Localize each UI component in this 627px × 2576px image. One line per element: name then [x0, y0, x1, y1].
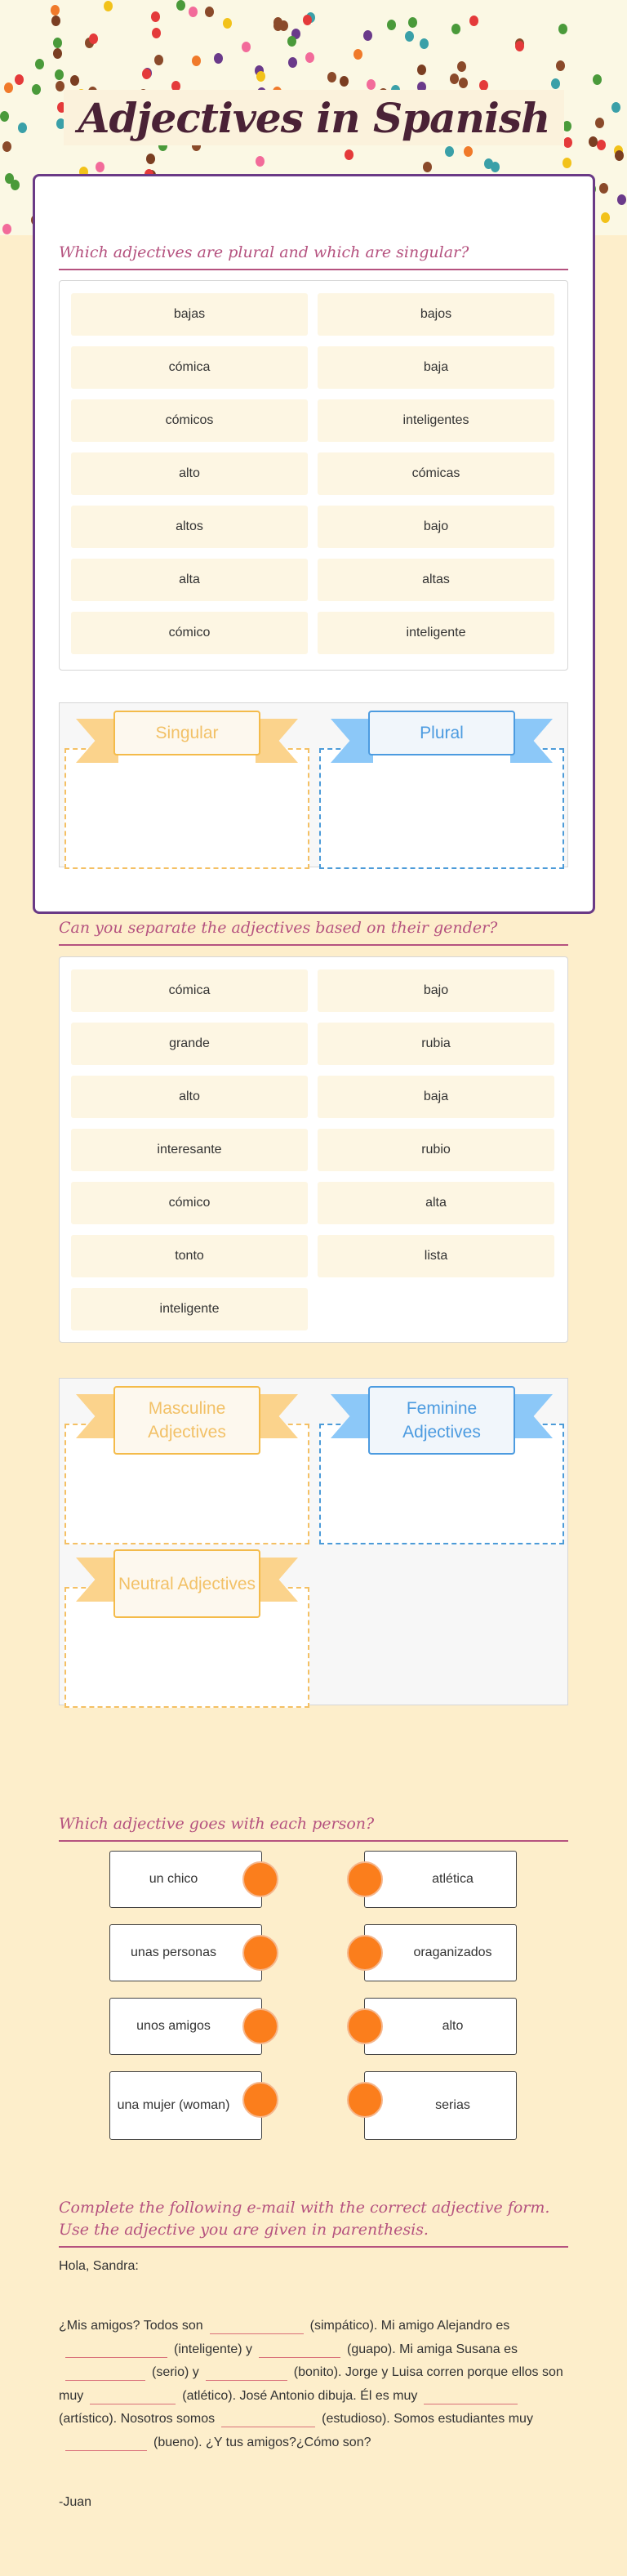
match-item-right[interactable]: serias	[364, 2071, 517, 2140]
confetti-dot	[469, 16, 478, 26]
confetti-dot	[96, 162, 104, 172]
word-chip[interactable]: cómica	[71, 346, 308, 389]
confetti-dot	[484, 158, 493, 169]
word-chip[interactable]: cómico	[71, 1182, 308, 1224]
answer-blank-input[interactable]	[65, 2343, 167, 2358]
match-item-left[interactable]: una mujer (woman)	[109, 2071, 262, 2140]
word-chip[interactable]: interesante	[71, 1129, 308, 1171]
drop-zone[interactable]	[64, 748, 309, 869]
confetti-dot	[367, 79, 376, 90]
answer-blank-input[interactable]	[90, 2390, 176, 2404]
connector-knob-left[interactable]	[242, 2008, 278, 2044]
confetti-dot	[154, 55, 163, 65]
confetti-dot	[617, 194, 626, 205]
confetti-dot	[256, 156, 265, 167]
sort-area-1	[59, 702, 568, 867]
confetti-dot	[146, 154, 155, 164]
section-heading-email: Complete the following e-mail with the correct adjective form. Use the adjective you are given in parenthesis.	[59, 2197, 568, 2248]
confetti-dot	[256, 71, 265, 82]
confetti-dot	[305, 52, 314, 63]
confetti-dot	[563, 137, 572, 148]
word-chip[interactable]: cómicos	[71, 399, 308, 442]
word-chip[interactable]: alto	[71, 452, 308, 495]
confetti-dot	[189, 7, 198, 17]
drop-zone[interactable]	[319, 748, 564, 869]
word-chip[interactable]: tonto	[71, 1235, 308, 1277]
email-text: (inteligente) y	[174, 2342, 253, 2356]
confetti-dot	[214, 53, 223, 64]
confetti-dot	[53, 48, 62, 59]
confetti-dot	[242, 42, 251, 52]
confetti-dot	[354, 49, 362, 60]
word-chip[interactable]: inteligentes	[318, 399, 554, 442]
word-chip[interactable]: altos	[71, 506, 308, 548]
answer-blank-input[interactable]	[210, 2320, 304, 2334]
ribbon-tail-left	[76, 719, 118, 763]
category-label: Neutral Adjectives	[113, 1549, 260, 1618]
connector-knob-right[interactable]	[347, 1935, 383, 1971]
section-heading-matching: Which adjective goes with each person?	[59, 1813, 568, 1842]
connector-knob-left[interactable]	[242, 1935, 278, 1971]
email-text: (artístico). Nosotros somos	[59, 2412, 216, 2427]
word-chip[interactable]: cómico	[71, 612, 308, 654]
confetti-dot	[32, 84, 41, 95]
word-chip[interactable]: bajas	[71, 293, 308, 336]
confetti-dot	[387, 20, 396, 30]
word-chip[interactable]: bajo	[318, 969, 554, 1012]
confetti-dot	[451, 24, 460, 34]
confetti-dot	[51, 5, 60, 16]
answer-blank-input[interactable]	[424, 2390, 518, 2404]
confetti-dot	[558, 24, 567, 34]
confetti-dot	[18, 123, 27, 133]
confetti-dot	[11, 180, 20, 190]
email-body	[59, 2315, 568, 2455]
match-item-left[interactable]: unas personas	[109, 1924, 262, 1981]
ribbon-tail-left	[331, 1394, 373, 1438]
confetti-dot	[611, 102, 620, 113]
ribbon-tail-right	[256, 1394, 298, 1438]
confetti-dot	[563, 158, 571, 168]
word-chip[interactable]: bajos	[318, 293, 554, 336]
word-chip[interactable]: rubia	[318, 1023, 554, 1065]
email-text: (guapo). Mi amiga Susana es	[347, 2342, 518, 2356]
confetti-dot	[2, 224, 11, 234]
confetti-dot	[142, 69, 151, 79]
confetti-dot	[104, 1, 113, 11]
confetti-dot	[599, 183, 608, 194]
word-chip[interactable]: bajo	[318, 506, 554, 548]
match-item-right[interactable]: alto	[364, 1998, 517, 2055]
match-item-right[interactable]: atlética	[364, 1851, 517, 1908]
answer-blank-input[interactable]	[65, 2436, 147, 2451]
confetti-dot	[327, 72, 336, 82]
word-chip[interactable]: alto	[71, 1076, 308, 1118]
confetti-dot	[593, 74, 602, 85]
answer-blank-input[interactable]	[206, 2366, 287, 2381]
email-text: ¿Mis amigos? Todos son	[59, 2319, 203, 2333]
email-greeting: Hola, Sandra:	[59, 2259, 139, 2273]
confetti-dot	[595, 118, 604, 128]
confetti-dot	[89, 33, 98, 44]
confetti-dot	[205, 7, 214, 17]
confetti-dot	[405, 31, 414, 42]
confetti-dot	[589, 136, 598, 147]
confetti-dot	[363, 30, 372, 41]
confetti-dot	[551, 78, 560, 89]
sort-area-2	[59, 1378, 568, 1705]
connector-knob-right[interactable]	[347, 2082, 383, 2118]
word-chip[interactable]: baja	[318, 346, 554, 389]
confetti-dot	[273, 17, 282, 28]
category-label: Feminine Adjectives	[368, 1386, 515, 1455]
confetti-dot	[151, 11, 160, 22]
word-chip[interactable]: cómica	[71, 969, 308, 1012]
confetti-dot	[51, 16, 60, 26]
word-bank-1	[59, 280, 568, 671]
confetti-dot	[420, 38, 429, 49]
confetti-dot	[417, 65, 426, 75]
ribbon-tail-left	[331, 719, 373, 763]
email-text: (estudioso). Somos estudiantes muy	[322, 2412, 533, 2427]
match-item-left[interactable]: unos amigos	[109, 1998, 262, 2055]
confetti-dot	[55, 69, 64, 80]
title-banner	[64, 90, 564, 145]
confetti-dot	[287, 36, 296, 47]
confetti-dot	[0, 111, 9, 122]
section-heading-gender: Can you separate the adjectives based on their gender?	[59, 917, 568, 946]
confetti-dot	[450, 74, 459, 84]
confetti-dot	[2, 141, 11, 152]
ribbon-tail-left	[76, 1394, 118, 1438]
confetti-dot	[423, 162, 432, 172]
confetti-dot	[192, 56, 201, 66]
confetti-dot	[35, 59, 44, 69]
confetti-dot	[615, 150, 624, 161]
ribbon-tail-right	[510, 719, 553, 763]
confetti-dot	[70, 75, 79, 86]
email-text: (serio) y	[152, 2365, 199, 2380]
confetti-dot	[515, 41, 524, 51]
word-chip[interactable]: rubio	[318, 1129, 554, 1171]
confetti-dot	[176, 0, 185, 11]
confetti-dot	[457, 61, 466, 72]
word-chip[interactable]: baja	[318, 1076, 554, 1118]
answer-blank-input[interactable]	[221, 2413, 315, 2427]
email-text: (atlético). José Antonio dibuja. Él es muy	[182, 2388, 418, 2403]
section-heading-plural-singular: Which adjectives are plural and which are singular?	[59, 242, 568, 270]
match-item-right[interactable]: oraganizados	[364, 1924, 517, 1981]
confetti-dot	[223, 18, 232, 29]
confetti-dot	[597, 140, 606, 150]
confetti-dot	[53, 38, 62, 48]
category-label: Masculine Adjectives	[113, 1386, 260, 1455]
match-item-left[interactable]: un chico	[109, 1851, 262, 1908]
ribbon-tail-right	[256, 719, 298, 763]
email-text: (bonito). Jorge y Luisa corren porque ellos son muy	[59, 2365, 563, 2403]
confetti-dot	[464, 146, 473, 157]
confetti-dot	[340, 76, 349, 87]
word-chip[interactable]: alta	[71, 559, 308, 601]
email-text: (bueno). ¿Y tus amigos?¿Cómo son?	[153, 2435, 371, 2449]
confetti-dot	[459, 78, 468, 88]
confetti-dot	[345, 149, 354, 160]
word-bank-2	[59, 956, 568, 1343]
ribbon-tail-left	[76, 1558, 118, 1602]
word-chip[interactable]: grande	[71, 1023, 308, 1065]
connector-knob-right[interactable]	[347, 2008, 383, 2044]
email-signature: -Juan	[59, 2495, 92, 2509]
connector-knob-left[interactable]	[242, 1861, 278, 1897]
category-label: Plural	[368, 711, 515, 755]
word-chip[interactable]: alta	[318, 1182, 554, 1224]
connector-knob-left[interactable]	[242, 2082, 278, 2118]
confetti-dot	[445, 146, 454, 157]
word-chip[interactable]: inteligente	[71, 1288, 308, 1330]
answer-blank-input[interactable]	[259, 2343, 340, 2358]
confetti-dot	[15, 74, 24, 85]
confetti-dot	[408, 17, 417, 28]
word-chip[interactable]: altas	[318, 559, 554, 601]
word-chip[interactable]: inteligente	[318, 612, 554, 654]
answer-blank-input[interactable]	[65, 2366, 145, 2381]
word-chip[interactable]: lista	[318, 1235, 554, 1277]
confetti-dot	[601, 212, 610, 223]
email-text: (simpático). Mi amigo Alejandro es	[309, 2319, 510, 2333]
page-title: Adjectives in Spanish	[78, 93, 550, 142]
ribbon-tail-right	[256, 1558, 298, 1602]
confetti-dot	[303, 15, 312, 25]
word-chip[interactable]: cómicas	[318, 452, 554, 495]
confetti-dot	[4, 82, 13, 93]
ribbon-tail-right	[510, 1394, 553, 1438]
confetti-dot	[556, 60, 565, 71]
confetti-dot	[152, 28, 161, 38]
confetti-dot	[288, 57, 297, 68]
connector-knob-right[interactable]	[347, 1861, 383, 1897]
category-label: Singular	[113, 711, 260, 755]
